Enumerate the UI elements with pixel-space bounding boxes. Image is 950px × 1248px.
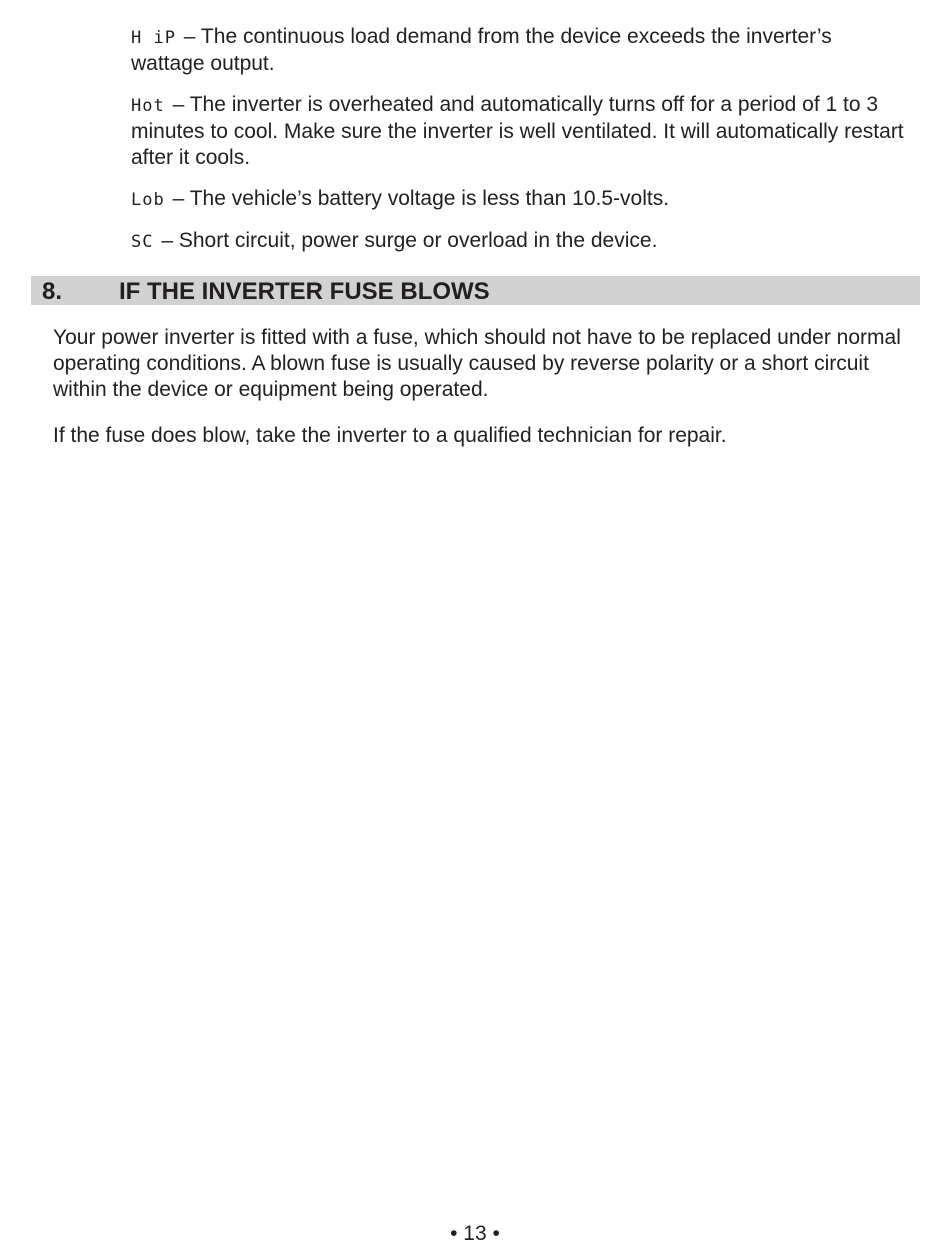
page-number: • 13 • — [450, 1222, 500, 1245]
code-item-hip — [131, 24, 911, 77]
display-code-list — [131, 24, 911, 270]
section-body — [53, 325, 918, 469]
code-item-lob — [131, 186, 911, 213]
section-title: IF THE INVERTER FUSE BLOWS — [119, 278, 490, 305]
code-item-hot — [131, 92, 911, 171]
display-code-hip: H iP — [131, 28, 176, 48]
display-code-sc: SC — [131, 232, 154, 252]
code-description-sc: – Short circuit, power surge or overload in the device. — [161, 229, 658, 252]
code-item-sc — [131, 228, 911, 255]
section-heading-bar — [31, 276, 920, 305]
section-paragraph: Your power inverter is fitted with a fuse, which should not have to be replaced under normal operating conditions. A blown fuse is usually caused by reverse polarity or a short circuit within the device or equipment being operated. — [53, 326, 901, 401]
code-description-lob: – The vehicle’s battery voltage is less than 10.5-volts. — [172, 187, 670, 210]
code-description-hot: – The inverter is overheated and automatically turns off for a period of 1 to 3 minutes to cool. Make sure the inverter is well ventilated. It will automatically restart after it cools. — [131, 93, 904, 169]
display-code-hot: Hot — [131, 96, 165, 116]
display-code-lob: Lob — [131, 190, 165, 210]
code-description-hip: – The continuous load demand from the device exceeds the inverter’s wattage output. — [131, 25, 832, 75]
section-number: 8. — [42, 278, 63, 305]
section-paragraph: If the fuse does blow, take the inverter to a qualified technician for repair. — [53, 424, 727, 447]
